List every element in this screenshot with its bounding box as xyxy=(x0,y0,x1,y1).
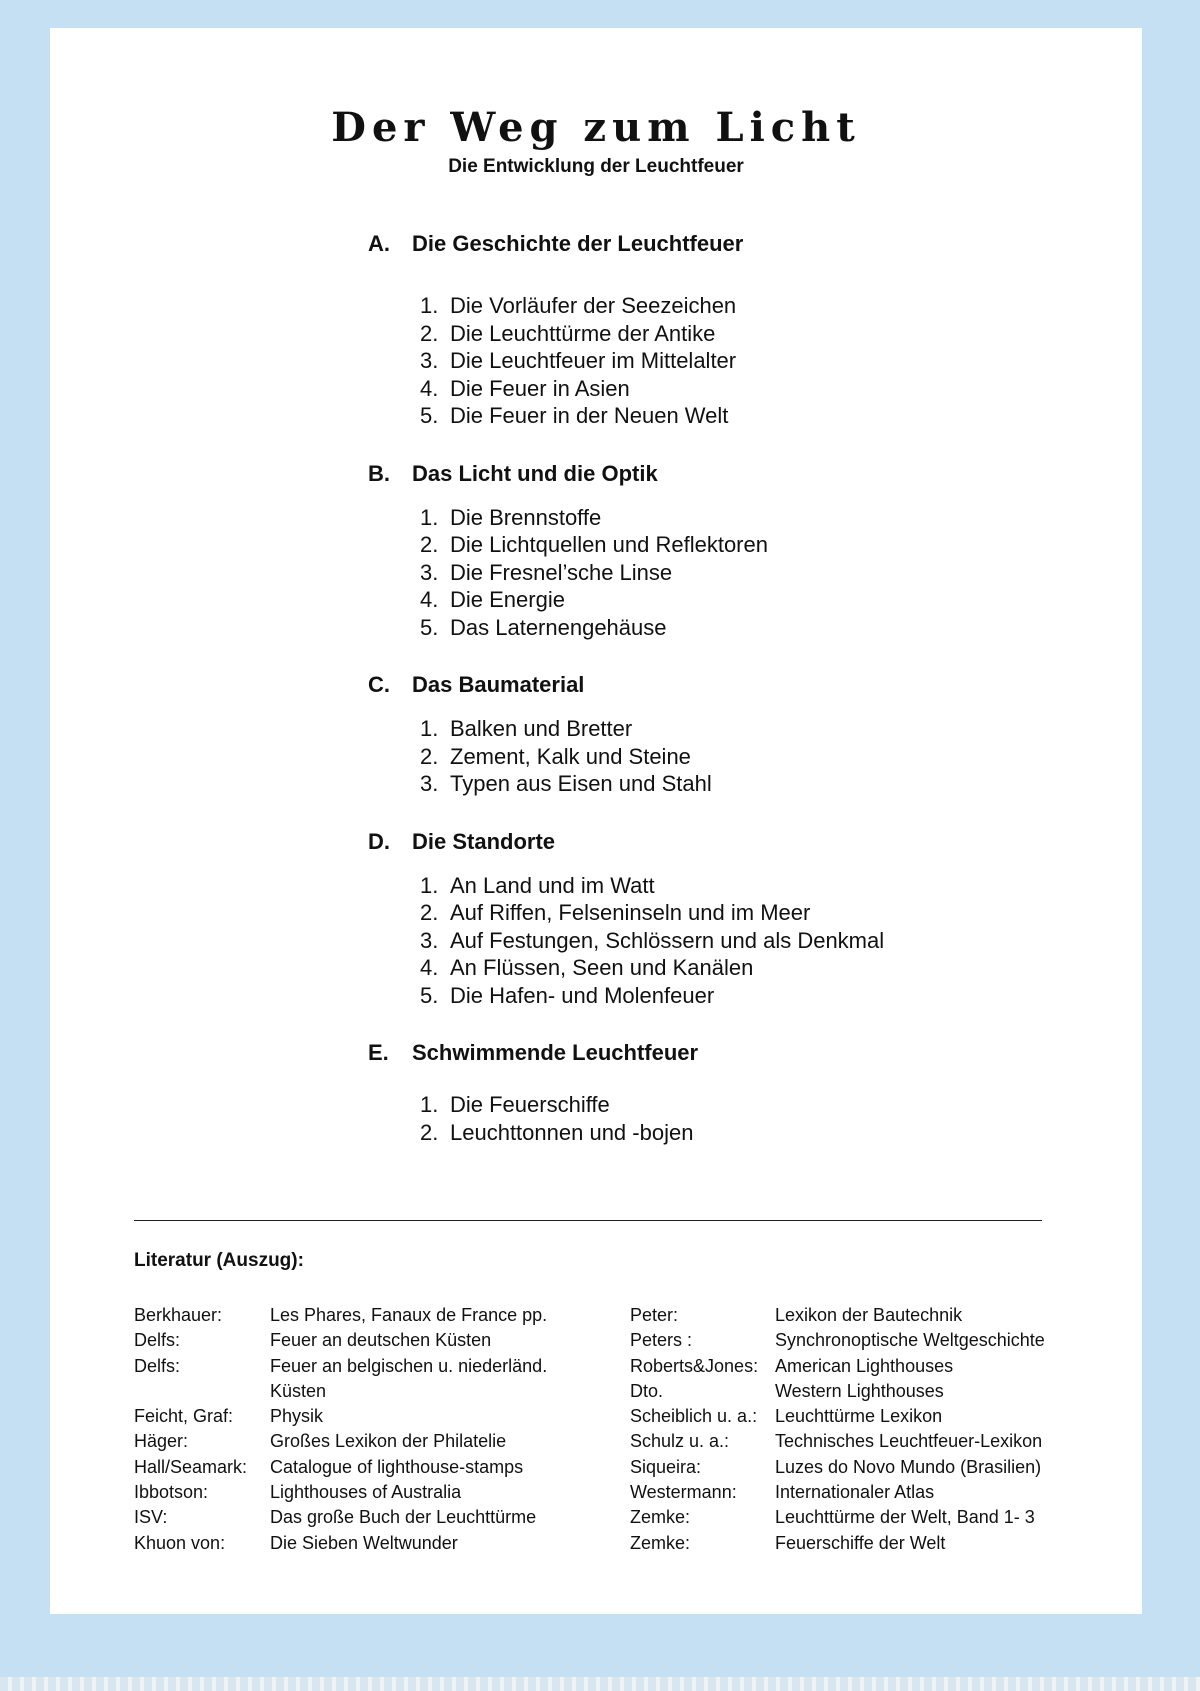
literature-title: Luzes do Novo Mundo (Brasilien) xyxy=(775,1456,1042,1477)
list-item xyxy=(420,559,1008,587)
literature-entry xyxy=(134,1328,604,1353)
item-number: 2. xyxy=(420,1119,439,1145)
document-sheet xyxy=(50,28,1142,1614)
toc-section xyxy=(368,230,1008,430)
list-item xyxy=(420,899,1008,927)
section-title: Das Baumaterial xyxy=(412,672,585,697)
list-item xyxy=(420,982,1008,1010)
item-number: 3. xyxy=(420,927,439,953)
item-number: 4. xyxy=(420,955,439,980)
item-number: 4. xyxy=(420,587,439,612)
literature-title: Leuchttürme Lexikon xyxy=(775,1406,943,1427)
section-item-list xyxy=(368,872,1008,1010)
literature-title: Leuchttürme der Welt, Band 1- 3 xyxy=(775,1507,1035,1528)
literature-entry xyxy=(134,1531,604,1556)
list-item xyxy=(420,586,1008,614)
literature-list-left xyxy=(134,1303,604,1556)
table-of-contents xyxy=(368,230,1008,1146)
literature-entry xyxy=(630,1505,1110,1530)
section-heading xyxy=(368,460,1008,488)
toc-section xyxy=(368,828,1008,1010)
list-item xyxy=(420,531,1008,559)
section-title: Das Licht und die Optik xyxy=(412,460,658,486)
item-text: Die Fresnel’sche Linse xyxy=(450,559,673,585)
section-letter: E. xyxy=(368,1040,389,1065)
literature-title: Catalogue of lighthouse-stamps xyxy=(270,1456,524,1477)
list-item xyxy=(420,743,1008,771)
item-text: Typen aus Eisen und Stahl xyxy=(450,771,712,796)
list-item xyxy=(420,872,1008,900)
item-text: Die Feuer in Asien xyxy=(450,375,630,401)
item-text: Die Vorläufer der Seezeichen xyxy=(450,293,737,318)
section-heading xyxy=(368,230,1008,258)
item-number: 2. xyxy=(420,532,439,557)
literature-title: Les Phares, Fanaux de France pp. xyxy=(270,1305,548,1325)
literature-entry xyxy=(630,1480,1110,1505)
literature-author: Hall/Seamark: xyxy=(134,1456,248,1477)
list-item xyxy=(420,614,1008,642)
item-text: Die Brennstoffe xyxy=(450,504,602,530)
item-text: Auf Festungen, Schlössern und als Denkmal xyxy=(450,927,885,953)
literature-author: Roberts&Jones: xyxy=(630,1355,759,1376)
literature-entry xyxy=(134,1303,604,1328)
literature-title: Feuer an deutschen Küsten xyxy=(270,1330,492,1351)
list-item xyxy=(420,320,1008,348)
literature-entry xyxy=(630,1429,1110,1454)
item-number: 3. xyxy=(420,771,439,796)
literature-author: ISV: xyxy=(134,1507,168,1528)
section-item-list xyxy=(368,715,1008,798)
list-item xyxy=(420,954,1008,982)
literature-author: Häger: xyxy=(134,1431,189,1452)
literature-author: Ibbotson: xyxy=(134,1482,209,1503)
section-title: Die Geschichte der Leuchtfeuer xyxy=(412,231,744,256)
literature-title: Lighthouses of Australia xyxy=(270,1482,462,1503)
item-text: Balken und Bretter xyxy=(450,716,633,741)
item-text: Auf Riffen, Felseninseln und im Meer xyxy=(450,900,811,925)
item-text: An Land und im Watt xyxy=(450,872,655,898)
literature-entry xyxy=(630,1303,1110,1328)
section-item-list xyxy=(368,504,1008,642)
item-number: 2. xyxy=(420,320,439,346)
literature-title: Feuer an belgischen u. niederländ. xyxy=(270,1355,548,1376)
literature-author: Delfs: xyxy=(134,1355,181,1376)
literature-title: Western Lighthouses xyxy=(775,1380,944,1401)
item-text: Zement, Kalk und Steine xyxy=(450,743,691,769)
item-number: 3. xyxy=(420,348,439,373)
divider xyxy=(134,1220,1042,1221)
literature-entry xyxy=(630,1354,1110,1379)
section-item-list xyxy=(368,292,1008,430)
item-text: Die Hafen- und Molenfeuer xyxy=(450,982,715,1008)
literature-entry xyxy=(134,1429,604,1454)
literature-author: Khuon von: xyxy=(134,1532,226,1553)
item-number: 5. xyxy=(420,982,439,1008)
list-item xyxy=(420,375,1008,403)
literature-entry xyxy=(630,1455,1110,1480)
section-item-list xyxy=(368,1091,1008,1146)
literature-title: Die Sieben Weltwunder xyxy=(270,1532,458,1553)
toc-section xyxy=(368,460,1008,642)
item-number: 3. xyxy=(420,559,439,585)
item-text: Die Energie xyxy=(450,587,565,612)
literature-author: Dto. xyxy=(630,1380,664,1401)
literature-entry xyxy=(630,1531,1110,1556)
item-text: Die Lichtquellen und Reflektoren xyxy=(450,532,768,557)
item-text: Die Feuerschiffe xyxy=(450,1092,610,1117)
literature-author: Schulz u. a.: xyxy=(630,1431,730,1452)
literature-author: Feicht, Graf: xyxy=(134,1406,234,1427)
literature-author: Delfs: xyxy=(134,1330,181,1351)
literature-author: Zemke: xyxy=(630,1532,691,1553)
section-title: Die Standorte xyxy=(412,828,556,854)
list-item xyxy=(420,770,1008,798)
literature-entry xyxy=(134,1404,604,1429)
literature-author: Peters : xyxy=(630,1330,693,1351)
list-item xyxy=(420,715,1008,743)
document-subtitle: Die Entwicklung der Leuchtfeuer xyxy=(448,156,744,177)
section-letter: A. xyxy=(368,231,390,256)
item-number: 1. xyxy=(420,716,439,741)
item-number: 1. xyxy=(420,293,439,318)
list-item xyxy=(420,402,1008,430)
literature-title: Lexikon der Bautechnik xyxy=(775,1305,963,1325)
toc-section xyxy=(368,671,1008,798)
literature-entry xyxy=(134,1379,604,1404)
literature-entry xyxy=(134,1480,604,1505)
literature-entry xyxy=(630,1404,1110,1429)
literature-author: Peter: xyxy=(630,1305,679,1325)
section-heading xyxy=(368,671,1008,699)
literature-author: Westermann: xyxy=(630,1482,737,1503)
literature-entry xyxy=(630,1328,1110,1353)
literature-entry xyxy=(630,1379,1110,1404)
literature-author: Berkhauer: xyxy=(134,1305,223,1325)
literature-title: American Lighthouses xyxy=(775,1355,954,1376)
list-item xyxy=(420,927,1008,955)
section-title: Schwimmende Leuchtfeuer xyxy=(412,1040,699,1065)
list-item xyxy=(420,1119,1008,1147)
item-number: 5. xyxy=(420,403,439,428)
item-number: 4. xyxy=(420,375,439,401)
literature-entry xyxy=(134,1505,604,1530)
section-letter: D. xyxy=(368,828,390,854)
item-number: 1. xyxy=(420,1092,439,1117)
literature-title: Das große Buch der Leuchttürme xyxy=(270,1507,537,1528)
literature-title: Großes Lexikon der Philatelie xyxy=(270,1431,507,1452)
section-letter: B. xyxy=(368,460,390,486)
item-text: Die Leuchttürme der Antike xyxy=(450,320,716,346)
item-number: 5. xyxy=(420,614,439,640)
list-item xyxy=(420,347,1008,375)
item-text: Die Feuer in der Neuen Welt xyxy=(450,403,729,428)
literature-title: Küsten xyxy=(270,1380,327,1401)
item-text: Das Laternengehäuse xyxy=(450,614,667,640)
scan-edge xyxy=(0,1677,1200,1691)
literature-heading: Literatur (Auszug): xyxy=(134,1250,304,1271)
literature-title: Physik xyxy=(270,1406,324,1427)
literature-title: Technisches Leuchtfeuer-Lexikon xyxy=(775,1431,1043,1452)
list-item xyxy=(420,1091,1008,1119)
section-heading xyxy=(368,828,1008,856)
literature-title: Feuerschiffe der Welt xyxy=(775,1532,946,1553)
list-item xyxy=(420,504,1008,532)
item-number: 2. xyxy=(420,900,439,925)
literature-list-right xyxy=(630,1303,1110,1556)
section-heading xyxy=(368,1039,1008,1067)
item-text: Die Leuchtfeuer im Mittelalter xyxy=(450,348,737,373)
item-number: 1. xyxy=(420,504,439,530)
literature-author: Zemke: xyxy=(630,1507,691,1528)
document-title: Der Weg zum Licht xyxy=(331,104,861,151)
item-text: An Flüssen, Seen und Kanälen xyxy=(450,955,754,980)
literature-title: Synchronoptische Weltgeschichte xyxy=(775,1330,1045,1351)
literature-author: Siqueira: xyxy=(630,1456,702,1477)
literature-entry xyxy=(134,1354,604,1379)
item-number: 2. xyxy=(420,743,439,769)
section-letter: C. xyxy=(368,672,390,697)
literature-author xyxy=(134,1379,270,1404)
literature-title: Internationaler Atlas xyxy=(775,1482,935,1503)
list-item xyxy=(420,292,1008,320)
toc-section xyxy=(368,1039,1008,1146)
literature-entry xyxy=(134,1455,604,1480)
item-text: Leuchttonnen und -bojen xyxy=(450,1119,694,1145)
literature-author: Scheiblich u. a.: xyxy=(630,1406,758,1427)
item-number: 1. xyxy=(420,872,439,898)
